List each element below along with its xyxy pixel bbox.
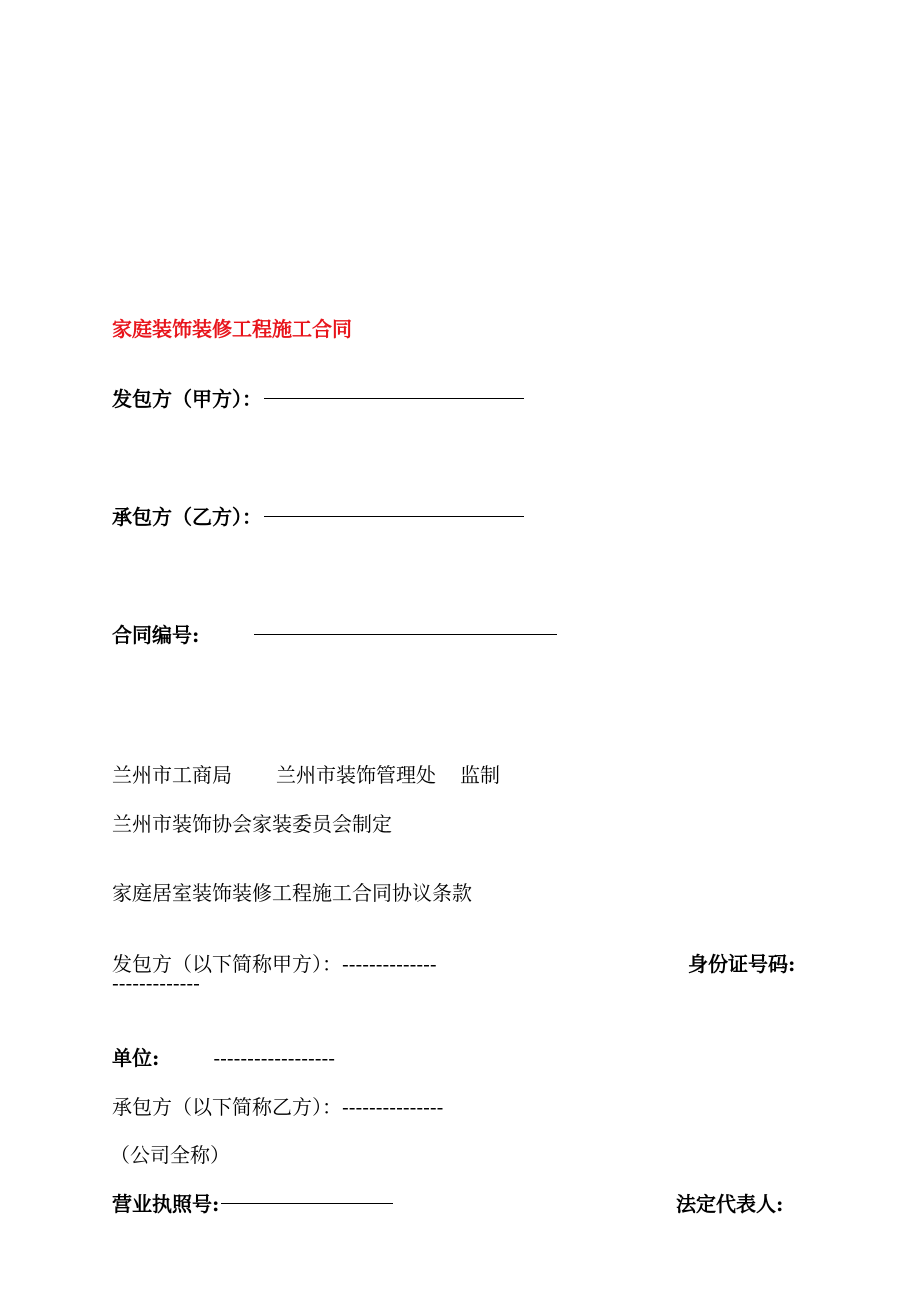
agreement-party-b-field: [112, 1095, 443, 1119]
business-license-field: [112, 1192, 393, 1216]
company-full-name-note: （公司全称）: [110, 1143, 230, 1167]
page-title: 家庭装饰装修工程施工合同: [112, 317, 352, 341]
agreement-party-b-label: 承包方（以下简称乙方）：: [112, 1095, 342, 1119]
agreement-party-a-value[interactable]: --------------: [342, 952, 437, 976]
supervise-line: [112, 763, 500, 787]
party-a-blank[interactable]: [264, 398, 524, 399]
supervisor-org-2: 兰州市装饰管理处: [276, 763, 436, 787]
party-a-label: 发包方（甲方）：: [112, 387, 262, 411]
business-license-blank[interactable]: [221, 1203, 393, 1204]
party-b-field: [112, 505, 524, 529]
agreement-party-b-value[interactable]: ---------------: [342, 1095, 444, 1119]
party-b-label: 承包方（乙方）：: [112, 505, 262, 529]
made-by-line: 兰州市装饰协会家装委员会制定: [112, 812, 392, 836]
id-number-value[interactable]: -------------: [112, 971, 200, 995]
legal-representative-label: 法定代表人:: [676, 1192, 784, 1216]
contract-number-field: [112, 623, 557, 647]
party-b-blank[interactable]: [264, 516, 524, 517]
unit-value[interactable]: ------------------: [213, 1046, 336, 1070]
id-number-label: 身份证号码:: [688, 952, 796, 976]
agreement-party-a-label: 发包方（以下简称甲方）：: [112, 952, 342, 976]
agreement-heading: 家庭居室装饰装修工程施工合同协议条款: [112, 881, 472, 905]
unit-field: [112, 1046, 335, 1070]
contract-number-blank[interactable]: [254, 634, 557, 635]
supervisor-org-1: 兰州市工商局: [112, 763, 232, 787]
unit-label: 单位:: [112, 1046, 160, 1070]
business-license-label: 营业执照号:: [112, 1192, 220, 1216]
contract-number-label: 合同编号:: [112, 623, 200, 647]
supervise-action: 监制: [460, 763, 500, 787]
party-a-field: [112, 387, 524, 411]
